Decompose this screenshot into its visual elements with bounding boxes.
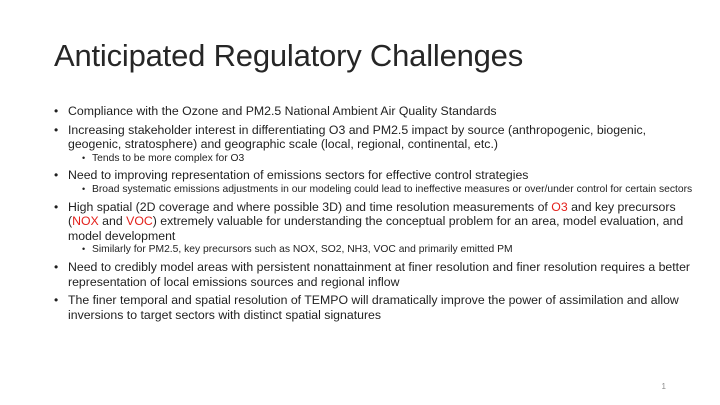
bullet-nonattainment-modeling: [54, 260, 694, 289]
bullet-text: Need to improving representation of emissions sectors for effective control strategies: [68, 168, 529, 183]
bullet-text: The finer temporal and spatial resolution of TEMPO will dramatically improve the power of assimilation and allow inversions to target sectors with distinct spatial signatures: [68, 293, 679, 322]
bullet-high-resolution-measurements: [54, 200, 694, 256]
bullet-tempo-resolution: [54, 293, 694, 322]
sub-bullet-text: Tends to be more complex for O3: [92, 152, 245, 164]
bullet-marker: •: [54, 122, 59, 137]
bullet-marker: •: [54, 168, 59, 183]
bullet-text: Compliance with the Ozone and PM2.5 National Ambient Air Quality Standards: [68, 104, 497, 118]
bullet-text-segment: and key precursors (: [68, 199, 676, 229]
bullet-marker: •: [54, 259, 59, 274]
slide-content: [54, 104, 694, 326]
sub-bullet-list: [68, 244, 694, 256]
bullet-text-segment: and: [98, 214, 127, 229]
page-number: 1: [661, 382, 666, 391]
bullet-marker: •: [54, 104, 59, 118]
bullet-list: [54, 104, 694, 322]
bullet-compliance: [54, 104, 694, 119]
highlight-o3: O3: [551, 199, 568, 214]
bullet-stakeholder-interest: [54, 123, 694, 165]
sub-bullet-list: [68, 153, 694, 165]
sub-bullet-marker: •: [82, 183, 86, 194]
highlight-nox: NOX: [72, 214, 99, 229]
bullet-marker: •: [54, 199, 59, 214]
highlight-voc: VOC: [126, 214, 153, 229]
sub-bullet-marker: •: [82, 152, 86, 163]
sub-bullet-list: [68, 184, 694, 196]
sub-bullet-text: Broad systematic emissions adjustments in our modeling could lead to ineffective measures or over/under control for certain sectors: [92, 183, 693, 195]
slide-title: Anticipated Regulatory Challenges: [54, 38, 524, 73]
bullet-text: Increasing stakeholder interest in differentiating O3 and PM2.5 impact by source (anthropogenic, biogenic, geogenic, stratosphere) and geographic scale (local, regional, continental, etc.): [68, 122, 647, 152]
sub-bullet: [68, 153, 694, 165]
sub-bullet-marker: •: [82, 244, 86, 255]
bullet-text-segment: ) extremely valuable for understanding the conceptual problem for an area, model evaluation, and model development: [68, 214, 684, 243]
bullet-marker: •: [54, 293, 59, 308]
bullet-text: Need to credibly model areas with persistent nonattainment at finer resolution and finer resolution requires a better representation of local emissions sources and regional inflow: [68, 259, 691, 289]
sub-bullet-text: Similarly for PM2.5, key precursors such as NOX, SO2, NH3, VOC and primarily emitted PM: [92, 244, 513, 256]
sub-bullet: [68, 244, 694, 256]
bullet-text-segment: High spatial (2D coverage and where possible 3D) and time resolution measurements of: [68, 199, 552, 214]
sub-bullet: [68, 184, 694, 196]
bullet-emissions-sectors: [54, 168, 694, 195]
